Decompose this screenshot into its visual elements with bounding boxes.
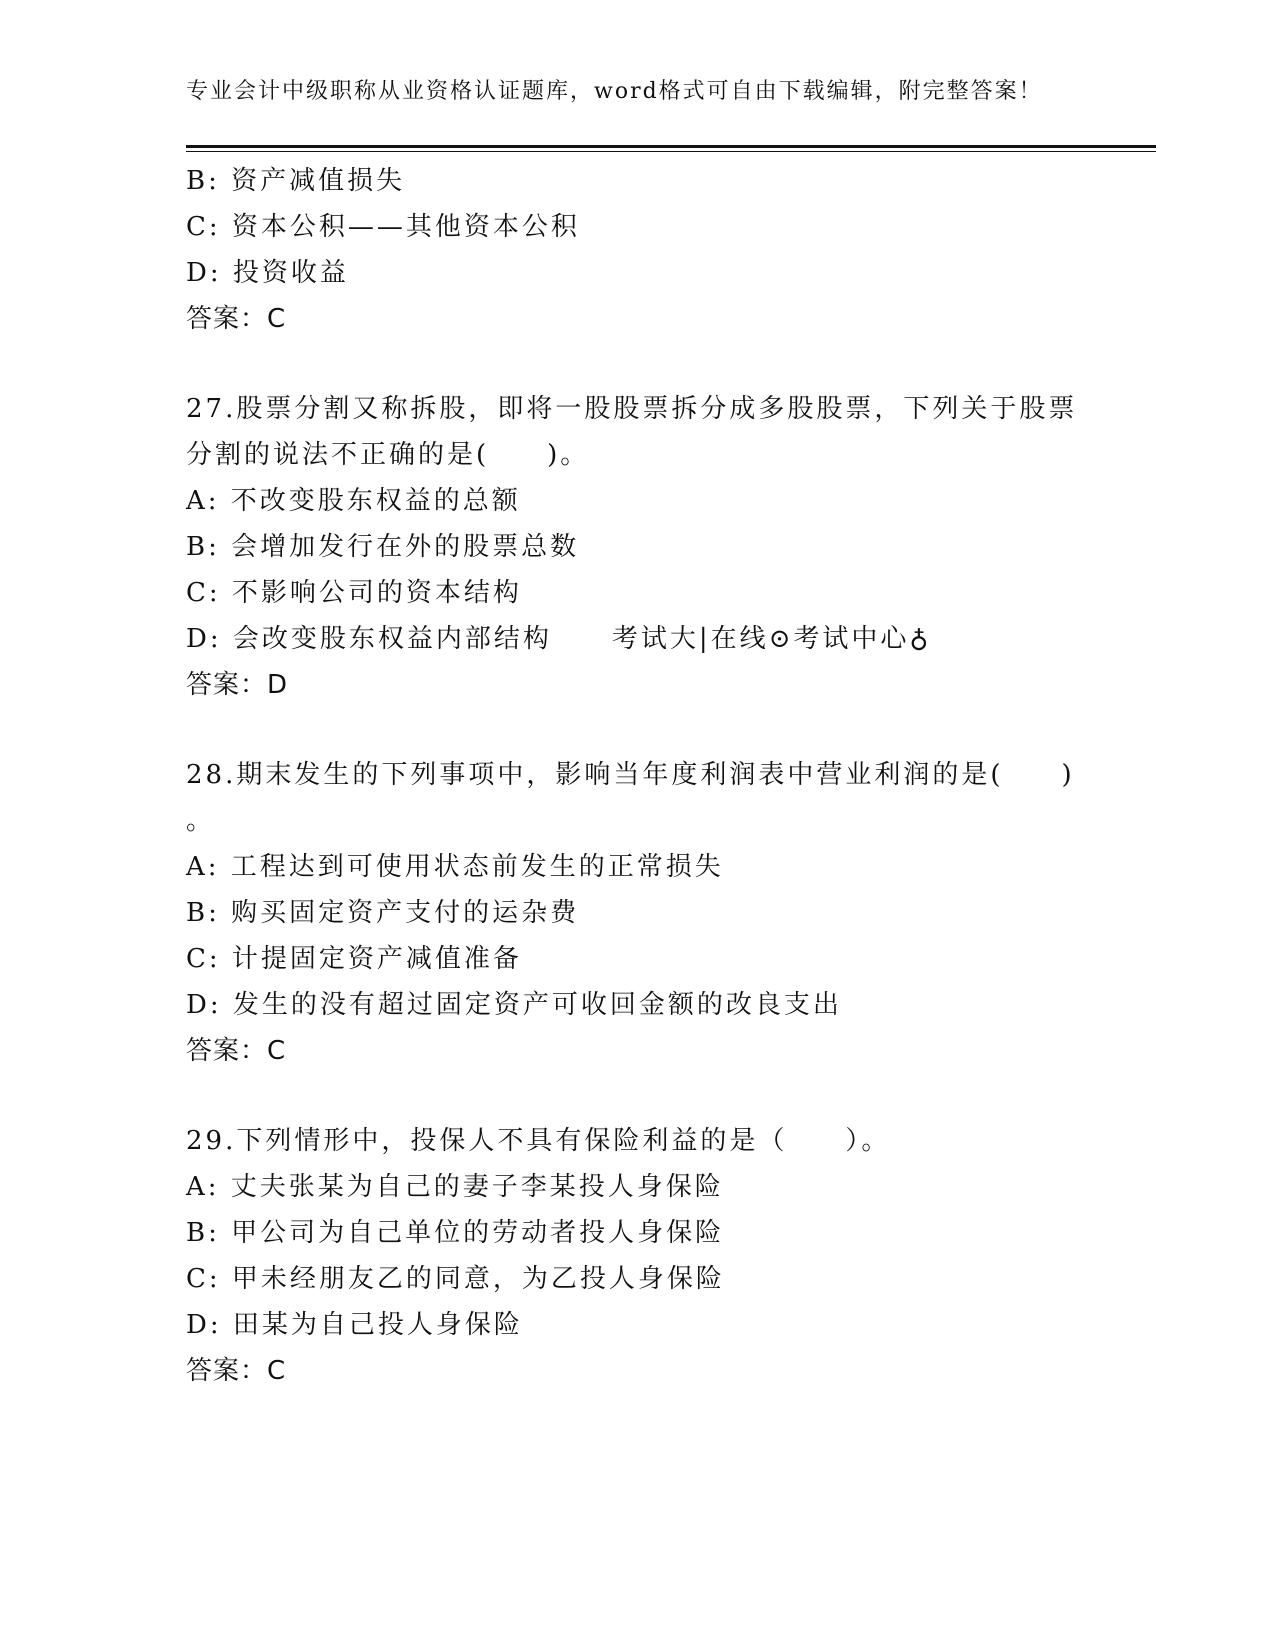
question-26-tail — [186, 158, 1156, 342]
answer: 答案：D — [186, 670, 289, 700]
option-b: B: 购买固定资产支付的运杂费 — [186, 898, 580, 928]
question-29 — [186, 1118, 1156, 1394]
option-d: D: 田某为自己投人身保险 — [186, 1310, 523, 1340]
answer: 答案：C — [186, 1036, 287, 1066]
option-b: B: 甲公司为自己单位的劳动者投人身保险 — [186, 1218, 725, 1248]
option-c: C: 不影响公司的资本结构 — [186, 578, 522, 608]
question-stem-cont: 分割的说法不正确的是( )。 — [186, 440, 590, 470]
question-stem: 27.股票分割又称拆股，即将一股股票拆分成多股股票，下列关于股票 — [186, 394, 1078, 424]
question-27 — [186, 386, 1156, 708]
option-b: B: 资产减值损失 — [186, 166, 406, 196]
option-a: A: 工程达到可使用状态前发生的正常损失 — [186, 852, 724, 882]
question-stem: 29.下列情形中，投保人不具有保险利益的是（ ）。 — [186, 1126, 891, 1156]
option-d: D: 投资收益 — [186, 258, 349, 288]
option-d: D: 会改变股东权益内部结构 — [186, 624, 552, 654]
page-header: 专业会计中级职称从业资格认证题库，word格式可自由下载编辑，附完整答案！ — [186, 79, 1043, 104]
answer: 答案：C — [186, 304, 287, 334]
option-c: C: 资本公积——其他资本公积 — [186, 212, 580, 242]
header-rule-thick — [186, 145, 1156, 148]
option-a: A: 丈夫张某为自己的妻子李某投人身保险 — [186, 1172, 724, 1202]
watermark-text: 考试大|在线⊙考试中心♁ — [611, 624, 932, 654]
question-stem: 28.期末发生的下列事项中，影响当年度利润表中营业利润的是( ) — [186, 760, 1075, 790]
option-b: B: 会增加发行在外的股票总数 — [186, 532, 580, 562]
option-d: D: 发生的没有超过固定资产可收回金额的改良支出 — [186, 990, 842, 1020]
answer: 答案：C — [186, 1356, 287, 1386]
option-a: A: 不改变股东权益的总额 — [186, 486, 521, 516]
question-list — [186, 158, 1156, 1394]
option-c: C: 计提固定资产减值准备 — [186, 944, 522, 974]
option-d-row — [186, 616, 1156, 662]
question-28 — [186, 752, 1156, 1074]
question-stem-cont: 。 — [186, 806, 216, 836]
header-rule-thin — [186, 151, 1156, 152]
option-c: C: 甲未经朋友乙的同意，为乙投人身保险 — [186, 1264, 725, 1294]
